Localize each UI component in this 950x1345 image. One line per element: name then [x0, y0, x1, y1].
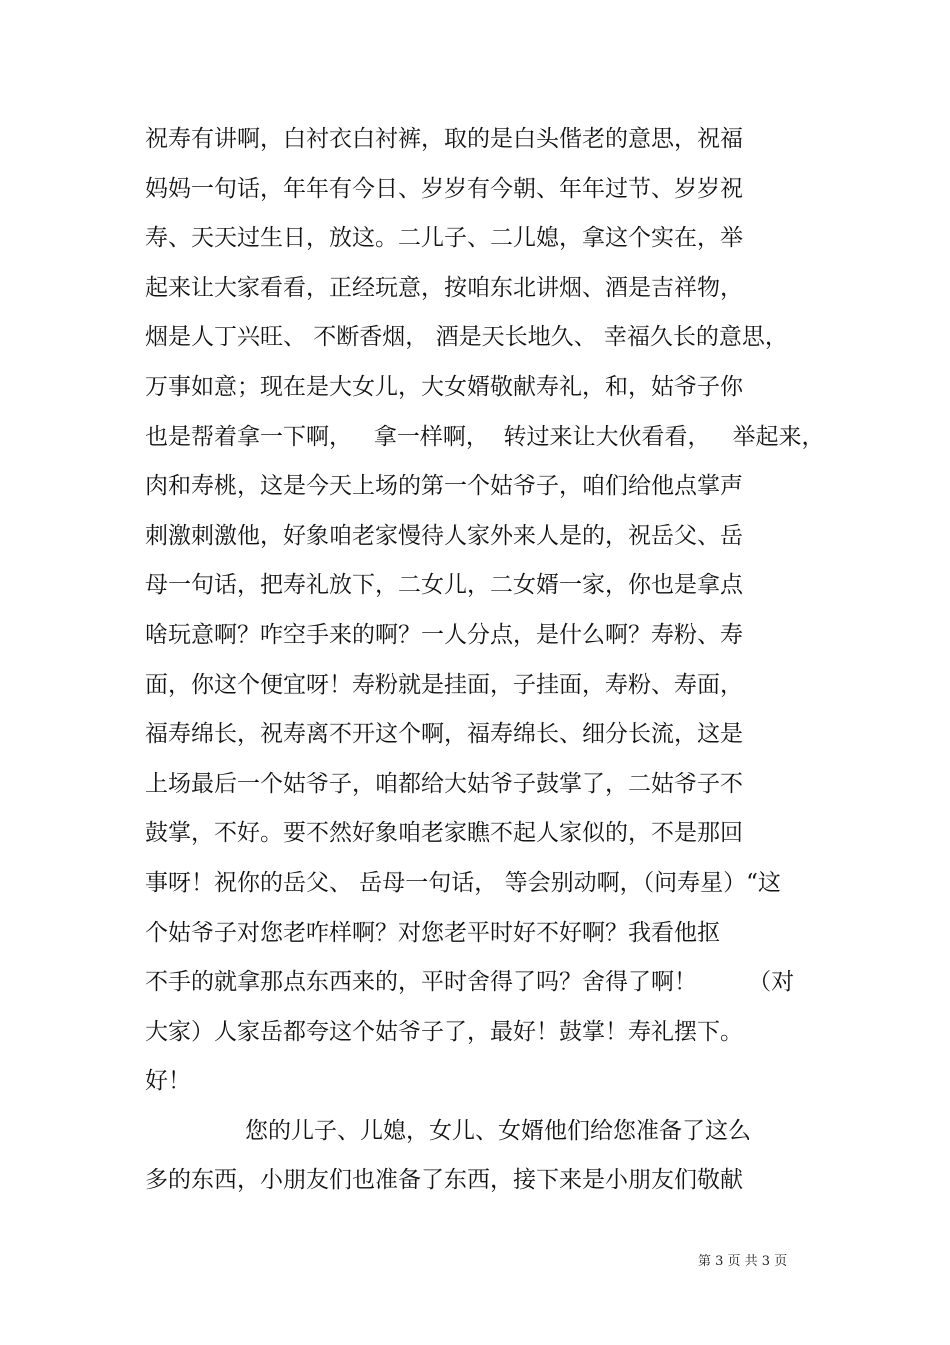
text-line: 啥玩意啊？咋空手来的啊？一人分点，是什么啊？寿粉、寿 [145, 621, 743, 648]
text-line: 起来让大家看看，正经玩意，按咱东北讲烟、酒是吉祥物， [145, 274, 743, 301]
text-line: 多的东西，小朋友们也准备了东西，接下来是小朋友们敬献 [145, 1167, 743, 1194]
page-number: 第 3 页 共 3 页 [698, 1254, 788, 1269]
text-line: 福寿绵长，祝寿离不开这个啊，福寿绵长、细分长流，这是 [145, 721, 743, 748]
body-text [145, 121, 825, 1212]
text-line: 不手的就拿那点东西来的，平时舍得了吗？舍得了啊！ （对 [145, 969, 795, 996]
text-line: 鼓掌，不好。要不然好象咱老家瞧不起人家似的，不是那回 [145, 820, 743, 847]
text-line: 面，你这个便宜呀！寿粉就是挂面，子挂面，寿粉、寿面， [145, 671, 743, 698]
text-line: 烟是人丁兴旺、 不断香烟， 酒是天长地久、 幸福久长的意思， [145, 324, 788, 351]
text-line: 母一句话，把寿礼放下，二女儿，二女婿一家，你也是拿点 [145, 572, 743, 599]
text-line: 肉和寿桃，这是今天上场的第一个姑爷子，咱们给他点掌声 [145, 473, 743, 500]
text-line: 也是帮着拿一下啊， 拿一样啊， 转过来让大伙看看， 举起来， [145, 423, 825, 450]
text-line: 事呀！祝你的岳父、 岳母一句话， 等会别动啊，（问寿星）“这 [145, 869, 781, 896]
text-line: 上场最后一个姑爷子，咱都给大姑爷子鼓掌了，二姑爷子不 [145, 770, 743, 797]
text-line: 妈妈一句话，年年有今日、岁岁有今朝、年年过节、岁岁祝 [145, 175, 743, 202]
paragraph-first-line: 您的儿子、儿媳，女儿、女婿他们给您准备了这么 [245, 1117, 751, 1144]
text-line: 大家）人家岳都夸这个姑爷子了，最好！鼓掌！寿礼摆下。 [145, 1018, 743, 1045]
text-line: 祝寿有讲啊，白衬衣白衬裤，取的是白头偕老的意思，祝福 [145, 126, 743, 152]
text-line: 刺激刺激他，好象咱老家慢待人家外来人是的，祝岳父、岳 [145, 522, 743, 549]
text-line: 万事如意；现在是大女儿，大女婿敬献寿礼，和，姑爷子你 [145, 373, 743, 400]
text-line: 好！ [145, 1068, 191, 1095]
text-line: 个姑爷子对您老咋样啊？对您老平时好不好啊？我看他抠 [145, 919, 720, 946]
text-line: 寿、天天过生日，放这。二儿子、二儿媳，拿这个实在，举 [145, 225, 743, 252]
